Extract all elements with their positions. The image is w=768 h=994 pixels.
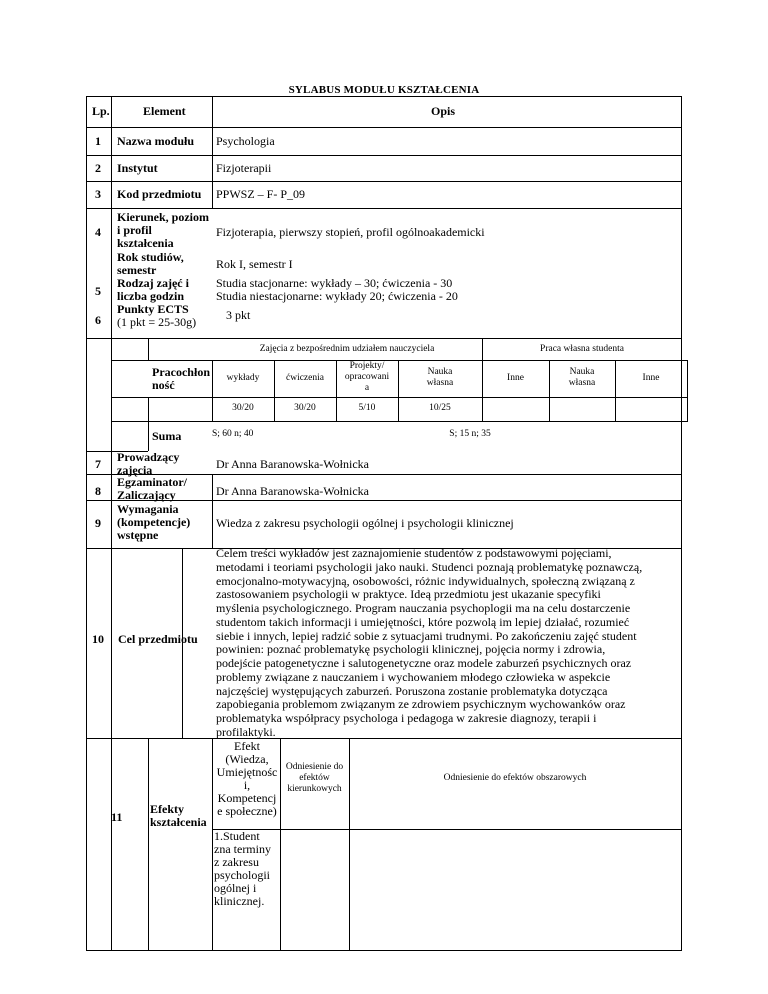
row-1-number: 1 bbox=[95, 134, 101, 148]
workload-value-nauka: 10/25 bbox=[429, 403, 451, 413]
row-4-number: 4 bbox=[95, 225, 101, 239]
row-7-value: Dr Anna Baranowska-Wołnicka bbox=[216, 457, 369, 471]
row-rok-label: Rok studiów, semestr bbox=[117, 250, 184, 277]
row-10-label: Cel przedmiotu bbox=[118, 632, 198, 646]
row-5-number: 5 bbox=[95, 284, 101, 298]
row-2-label: Instytut bbox=[117, 161, 158, 175]
row-11-kier-header: Odniesienie do efektów kierunkowych bbox=[285, 762, 344, 794]
workload-col-nauka-own: Nauka własna bbox=[568, 367, 596, 388]
row-8-number: 8 bbox=[95, 484, 101, 498]
workload-col-cwiczenia: ćwiczenia bbox=[286, 373, 324, 383]
row-9-label: Wymagania (kompetencje) wstępne bbox=[117, 502, 191, 542]
row-11-label: Efekty kształcenia bbox=[150, 802, 207, 829]
row-10-number: 10 bbox=[92, 632, 104, 646]
workload-col-inne-2: Inne bbox=[642, 373, 660, 383]
row-2-value: Fizjoterapii bbox=[216, 161, 272, 175]
row-3-number: 3 bbox=[95, 187, 101, 201]
header-opis: Opis bbox=[431, 104, 456, 118]
row-11-effect-header: Efekt (Wiedza, Umiejętnośc i, Kompetencj e społeczne) bbox=[216, 739, 278, 818]
header-lp: Lp. bbox=[92, 104, 110, 118]
row-4-label: Kierunek, poziom i profil kształcenia bbox=[117, 210, 209, 250]
workload-col-nauka-direct: Nauka własna bbox=[426, 367, 454, 388]
row-10-description: Celem treści wykładów jest zaznajomienie studentów z podstawowymi pojęciami, metodami i teoriami psychologii jako nauki. Studenci poznają problematykę poznawczą, emocjonalno-motywacyjną, osobowości, różnic indywidualnych, społeczną związaną z zastosowaniem psychologii w praktyce. Ideą przedmiotu jest ukazanie specyfiki myślenia psychologicznego. Program nauczania psychoplogii ma na celu dostarczenie studentom takich informacji i umiejętności, które pozwolą im lepiej działać, rozumieć siebie i innych, lepiej radzić sobie z sytuacjami trudnymi. Po zakończeniu zajęć student powinien: poznać problematykę psychologii klinicznej, pojęcia normy i zdrowia, podejście patogenetyczne i salutogenetyczne oraz modele zaburzeń psychicznych oraz problemy związane z nauczaniem i wychowaniem młodego człowieka w aspekcie najczęściej występujących zaburzeń. Poruszona zostanie problematyka dotycząca zapobiegania problemom związanym ze zdrowiem psychicznym wychowanków oraz problematyka współpracy psychologa i pedagoga w zakresie diagnozy, terapii i profilaktyki. bbox=[216, 546, 643, 739]
row-3-value: PPWSZ – F- P_09 bbox=[216, 187, 306, 201]
row-11-number: 11 bbox=[111, 810, 123, 824]
header-element: Element bbox=[143, 104, 186, 118]
workload-col-projekty: Projekty/ opracowani a bbox=[344, 361, 390, 393]
row-3-label: Kod przedmiotu bbox=[117, 187, 202, 201]
workload-sum-own: S; 15 n; 35 bbox=[449, 429, 491, 439]
row-11-effect-1: 1.Student zna terminy z zakresu psychologii ogólnej i klinicznej. bbox=[214, 829, 271, 908]
row-7-label: Prowadzący zajęcia bbox=[117, 450, 180, 477]
row-2-number: 2 bbox=[95, 161, 101, 175]
workload-col-wyklady: wykłady bbox=[226, 373, 260, 383]
row-1-value: Psychologia bbox=[216, 134, 275, 148]
row-11-obszar-header: Odniesienie do efektów obszarowych bbox=[443, 773, 587, 783]
workload-own-header: Praca własna studenta bbox=[540, 344, 624, 354]
workload-label: Pracochłon ność bbox=[152, 365, 210, 392]
row-5-label: Rodzaj zajęć i liczba godzin bbox=[117, 276, 189, 303]
row-8-label: Egzaminator/ Zaliczający bbox=[117, 475, 187, 502]
row-1-label: Nazwa modułu bbox=[117, 134, 195, 148]
row-8-value: Dr Anna Baranowska-Wołnicka bbox=[216, 484, 369, 498]
workload-value-cwiczenia: 30/20 bbox=[294, 403, 316, 413]
row-5-value: Studia stacjonarne: wykłady – 30; ćwiczenia - 30 Studia niestacjonarne: wykłady 20; ćwiczenia - 20 bbox=[216, 276, 458, 303]
workload-col-inne-1: Inne bbox=[507, 373, 524, 383]
row-9-number: 9 bbox=[95, 516, 101, 530]
workload-sum-label: Suma bbox=[152, 429, 182, 443]
row-7-number: 7 bbox=[95, 457, 101, 471]
row-6-value: 3 pkt bbox=[226, 308, 251, 322]
row-6-label: Punkty ECTS (1 pkt = 25-30g) bbox=[117, 302, 197, 329]
row-rok-value: Rok I, semestr I bbox=[216, 257, 293, 271]
workload-direct-header: Zajęcia z bezpośrednim udziałem nauczyciela bbox=[259, 344, 435, 354]
row-6-number: 6 bbox=[95, 313, 101, 327]
workload-sum-direct: S; 60 n; 40 bbox=[212, 429, 254, 439]
document-title: SYLABUS MODUŁU KSZTAŁCENIA bbox=[288, 84, 480, 96]
workload-value-projekty: 5/10 bbox=[358, 403, 376, 413]
row-9-value: Wiedza z zakresu psychologii ogólnej i psychologii klinicznej bbox=[216, 516, 514, 530]
workload-value-wyklady: 30/20 bbox=[232, 403, 254, 413]
row-4-value: Fizjoterapia, pierwszy stopień, profil ogólnoakademicki bbox=[216, 225, 485, 239]
